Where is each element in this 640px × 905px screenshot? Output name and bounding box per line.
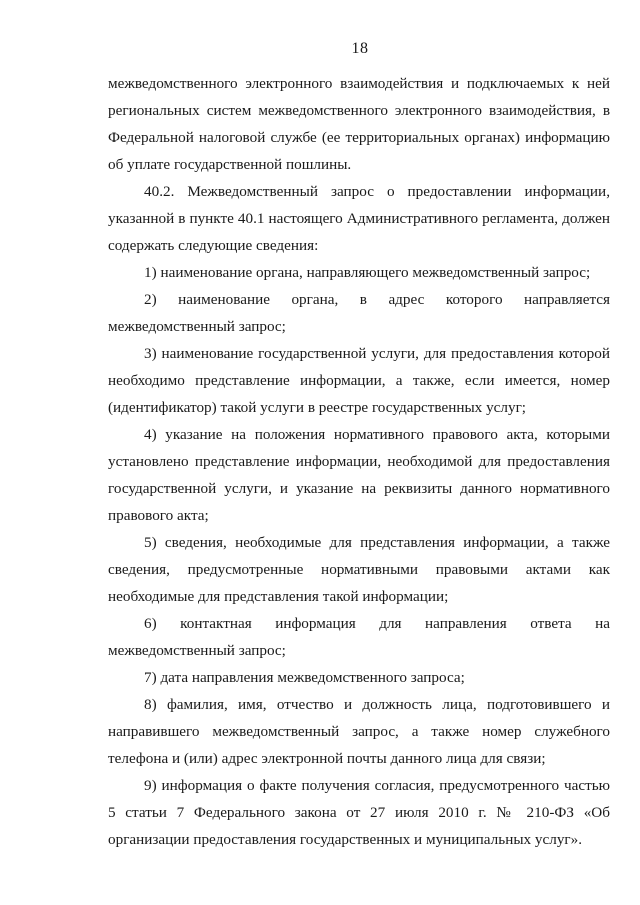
list-item-7: 7) дата направления межведомственного запроса; [144, 669, 465, 686]
list-item-1: 1) наименование органа, направляющего межведомственный запрос; [144, 264, 591, 281]
list-item-8: 8) фамилия, имя, отчество и должность лица, подготовившего и направившего межведомственный запрос, а также номер служебного телефона и (или) адрес электронной почты данного лица для связи; [108, 696, 610, 767]
list-item-4: 4) указание на положения нормативного правового акта, которыми установлено представление информации, необходимой для предоставления государственной услуги, и указание на реквизиты данного нормативного правового акта; [108, 426, 610, 524]
paragraph-40-2: 40.2. Межведомственный запрос о предоставлении информации, указанной в пункте 40.1 настоящего Административного регламента, должен содержать следующие сведения: [108, 183, 610, 254]
list-item-2: 2) наименование органа, в адрес которого направляется межведомственный запрос; [108, 291, 610, 335]
list-item-3: 3) наименование государственной услуги, для предоставления которой необходимо представление информации, а также, если имеется, номер (идентификатор) такой услуги в реестре государственных услуг; [108, 345, 610, 416]
list-item-5: 5) сведения, необходимые для представления информации, а также сведения, предусмотренные нормативными правовыми актами как необходимые для представления такой информации; [108, 534, 610, 605]
paragraph-continuation: межведомственного электронного взаимодействия и подключаемых к ней региональных систем межведомственного электронного взаимодействия, в Федеральной налоговой службе (ее территориальных органах) информацию об уплате государственной пошлины. [108, 75, 610, 173]
document-body [108, 70, 610, 853]
list-item-6: 6) контактная информация для направления ответа на межведомственный запрос; [108, 615, 610, 659]
page-number: 18 [351, 40, 369, 57]
list-item-9: 9) информация о факте получения согласия, предусмотренного частью 5 статьи 7 Федерального закона от 27 июля 2010 г. № 210-ФЗ «Об организации предоставления государственных и муниципальных услуг». [108, 777, 610, 848]
